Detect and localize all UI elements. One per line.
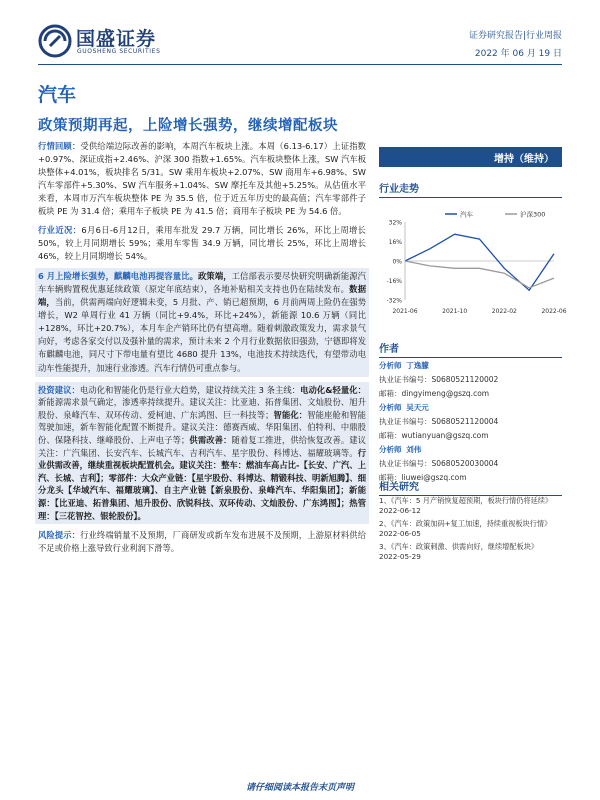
risk-text: 行业终端销量不及预期，厂商研发或新车发布进展不及预期，上游原材料供给不足或价格上涨导致行业利润下滑等。 — [38, 530, 366, 554]
logo-icon — [38, 24, 72, 58]
y-tick-label: -16% — [386, 278, 402, 285]
related-report-title: 1、《汽车：5 月产销恢复超预期，板块行情仍将延续》 — [379, 496, 553, 505]
related-report-date: 2022-05-29 — [379, 552, 421, 561]
related-report-title: 2、《汽车：政策加码+复工加速，持续重视板块行情》 — [379, 519, 552, 528]
authors-heading: 作者 — [379, 340, 562, 358]
author-2-email[interactable]: 邮箱：wutianyuan@gszq.com — [379, 431, 489, 440]
market-review — [38, 140, 366, 219]
author-1 — [379, 360, 429, 371]
related-heading: 相关研究 — [379, 478, 562, 496]
risk-lead: 风险提示： — [38, 530, 81, 541]
related-report-title: 3、《汽车：政策刺激、供需向好，继续增配板块》 — [379, 542, 539, 551]
data-text: 当前，供需两端向好逻辑未变，5 月批、产、销已超预期，6 月前两周上险仍在强势增长，W2 单周行业 41 万辆（同比+9.4%，环比+24%），新能源 10.6 万辆（同比+128%，环比+20.7%），本月车企产销环比仍有望高增。随着刺激政策发力，需求景气向好，考虑各家交付以及强补量的需求，预计未来 2 个月行业数据依旧强劲，宁德即将发布麒麟电池，同尺寸下带电量有望比 4680 提升 13%，电池技术持续迭代，有望带动电动车性能提升，加速行业渗透。汽车行情仍可重点参与。 — [38, 297, 366, 373]
y-tick-label: -32% — [386, 297, 402, 305]
market-review-text: 受供给端边际改善的影响，本周汽车板块上涨。本周（6.13-6.17）上证指数+0.97%、深证成指+2.46%、沪深 300 指数+1.65%。汽车板块整体上涨，SW 汽车板块整体+4.01%，板块排名 5/31。SW 乘用车板块+2.07%、SW 商用车+6.98%、SW 汽车零部件+5.30%、SW 汽车服务+1.04%、SW 摩托车及其他+5.25%。从估值水平来看，本周市万汽车板块整体 PE 为 35.5 倍，位于近五年历史的最高值；汽车零部件子板块 PE 为 31.4 倍；乘用车子板块 PE 为 41.5 倍；商用车子板块 PE 为 54.6 倍。 — [38, 141, 366, 217]
footer-disclaimer: 请仔细阅读本报告末页声明 — [245, 783, 354, 793]
author-role: 分析师 — [379, 403, 402, 412]
trend-chart-svg — [379, 208, 567, 318]
related-report-date: 2022-06-05 — [379, 529, 421, 538]
ev-label: 电动化&轻量化： — [300, 384, 366, 395]
author-3-email[interactable]: 邮箱：liuwei@gszq.com — [379, 473, 467, 482]
supply-label: 供需改善： — [189, 434, 232, 445]
author-2-cert: 执业证书编号：S0680521120004 — [379, 417, 499, 426]
industry-status — [38, 224, 366, 263]
highlight-paragraph — [35, 268, 369, 377]
series-line-2 — [405, 261, 554, 288]
report-type: 证券研究报告|行业周报 — [468, 31, 562, 41]
author-role: 分析师 — [379, 361, 402, 370]
x-tick-label: 2022-06 — [541, 308, 567, 315]
key-picks: 行业供需改善，继续重视板块配置机会。建议关注：整车：燃油车高占比-【长安、广汽、上汽、长城、吉利】；零部件：大众产业链：【星宇股份、科博达、精锻科技、明新旭腾】、细分龙头【华域汽车、福耀玻璃】、自主产业链【新泉股份、泉峰汽车、华阳集团】；新能源：【比亚迪、拓普集团、旭升股份、欣锐科技、双环传动、文灿股份、广东鸿图】；热管理：【三花智控、银轮股份】。 — [38, 447, 366, 521]
industry-status-lead: 行业近况： — [38, 224, 82, 235]
author-3 — [379, 444, 421, 455]
advice-intro: 电动化和智能化仍是行业大趋势，建议持续关注 3 条主线： — [79, 384, 301, 395]
industry-status-text: 6月6日-6月12日，乘用车批发 29.7 万辆，同比增长 26%，环比上周增长 50%，较上月同期增长 59%；乘用车零售 34.9 万辆，同比增长 25%，环比上周增长 46%，较上月同期增长 54%。 — [38, 224, 366, 261]
rating-badge: 增持（维持） — [379, 147, 562, 167]
related-report-1[interactable] — [379, 496, 562, 516]
y-tick-label: 16% — [388, 239, 402, 246]
smart-label: 智能化： — [273, 409, 308, 420]
related-report-2[interactable] — [379, 519, 562, 539]
report-title: 政策预期再起，上险增长强势，继续增配板块 — [38, 118, 338, 134]
smart-text: 智能座舱和智能驾驶加速，新车智能化配置不断提升。建议关注：德赛西威、华阳集团、伯特利、中鼎股份、保隆科技、继峰股份、上声电子等； — [38, 409, 366, 445]
author-2 — [379, 402, 429, 413]
x-tick-label: 2021-06 — [392, 308, 418, 315]
report-date: 2022 年 06 月 19 日 — [474, 49, 562, 59]
ev-text: 新能源需求景气确定，渗透率持续提升。建议关注：比亚迪、拓普集团、文灿股份、旭升股份、泉峰汽车、双环传动、爱柯迪、广东鸿图、巨一科技等； — [38, 397, 366, 420]
series-line-1 — [405, 234, 554, 290]
author-name: 吴天元 — [406, 403, 429, 412]
author-name: 刘伟 — [406, 445, 422, 454]
x-tick-label: 2021-10 — [442, 308, 468, 315]
data-label: 数据端， — [38, 283, 366, 308]
y-tick-label: 32% — [388, 219, 402, 227]
author-1-cert: 执业证书编号：S0680521120002 — [379, 375, 499, 384]
related-report-date: 2022-06-12 — [379, 506, 421, 515]
author-role: 分析师 — [379, 445, 402, 454]
brand-name: 国盛证券 — [76, 28, 157, 50]
header-divider — [38, 64, 562, 65]
advice-lead: 投资建议： — [38, 384, 80, 395]
legend-label: 汽车 — [460, 210, 473, 219]
trend-heading: 行业走势 — [379, 180, 562, 198]
trend-chart — [379, 208, 567, 318]
sector-label: 汽车 — [38, 84, 77, 106]
main-body — [38, 140, 366, 560]
y-tick-label: 0% — [392, 258, 402, 266]
supply-text: 随着复工推进，供给恢复改善。建议关注：广汽集团、长安汽车、长城汽车、吉利汽车、星宇股份、科博达、福耀玻璃等。 — [38, 434, 366, 458]
author-1-email[interactable]: 邮箱：dingyimeng@gszq.com — [379, 389, 490, 398]
author-name: 丁逸朦 — [406, 361, 429, 370]
market-review-lead: 行情回顾： — [38, 141, 81, 151]
brand-name-en: GUOSHENG SECURITIES — [77, 48, 161, 55]
legend-label: 沪深300 — [520, 210, 546, 219]
risk-warning — [38, 529, 366, 555]
highlight-lead: 6 月上险增长强势，麒麟电池再提容量比。 — [38, 270, 199, 281]
investment-advice — [35, 382, 369, 525]
x-tick-label: 2022-02 — [491, 308, 517, 315]
policy-label: 政策端， — [198, 270, 232, 281]
author-3-cert: 执业证书编号：S0680520030004 — [379, 459, 499, 468]
policy-text: 工信部表示要尽快研究明确新能源汽车车辆购置税优惠延续政策（原定年底结束），各地补贴相关支持也仍在陆续发布。 — [38, 270, 366, 294]
related-report-3[interactable] — [379, 542, 562, 562]
